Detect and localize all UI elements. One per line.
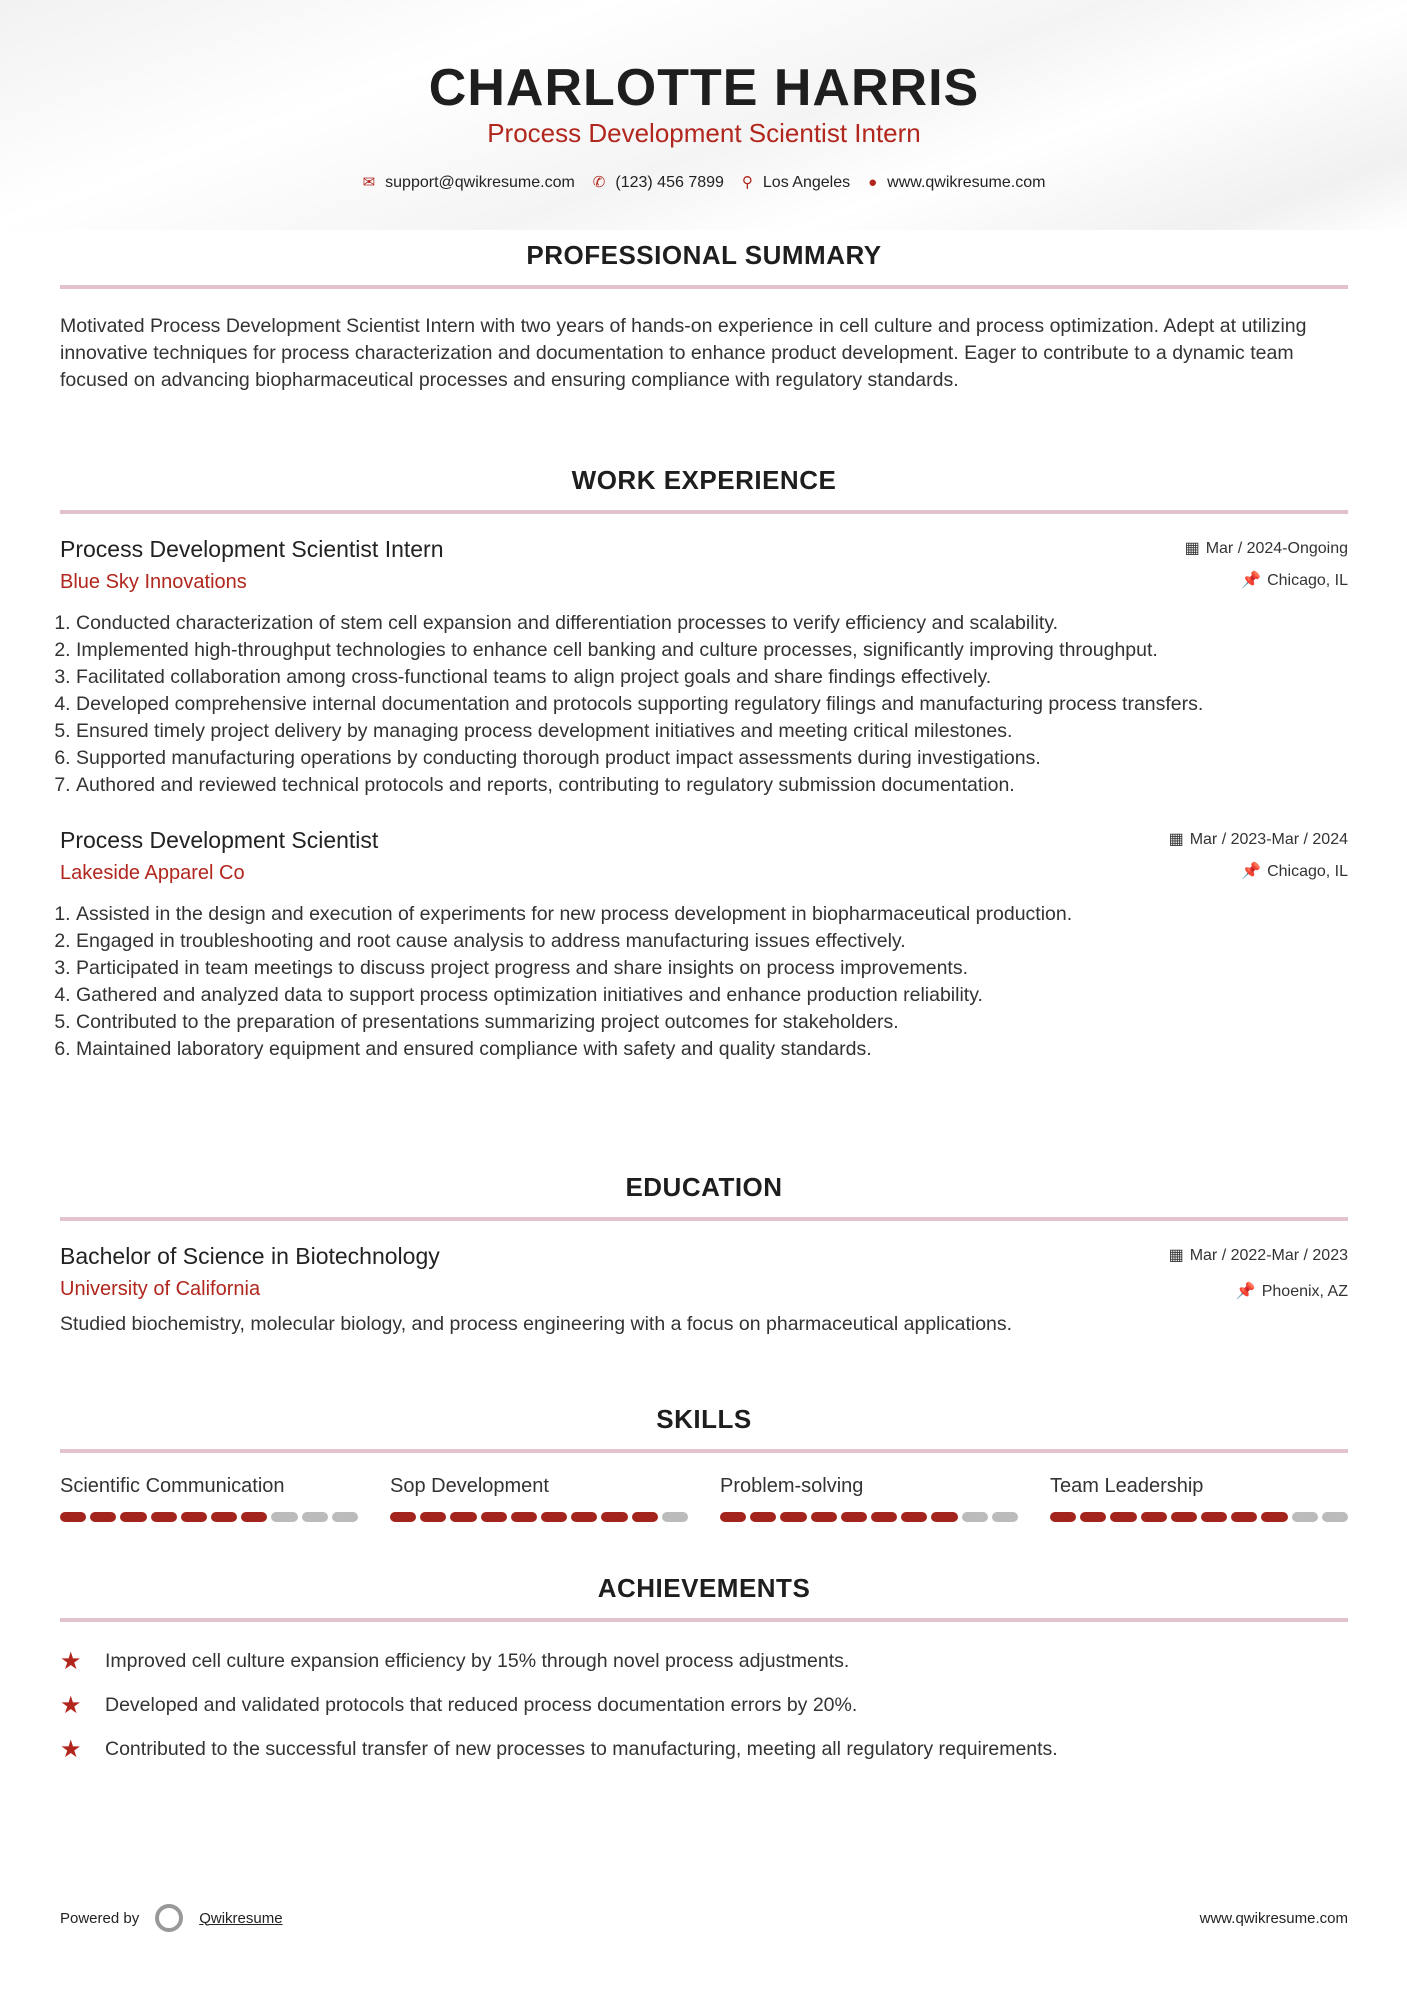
- bullet-item: 2. Implemented high-throughput technologies to enhance cell banking and culture processes, significantly improving throughput.: [76, 637, 1348, 664]
- skill-rating: [1050, 1512, 1348, 1522]
- pin-icon: 📌: [1241, 572, 1262, 589]
- achievements-section: [60, 1573, 1348, 1771]
- job-title: Process Development Scientist Intern: [60, 536, 444, 562]
- job-location: 📌 Chicago, IL: [1241, 863, 1348, 880]
- bullet-item: 5. Contributed to the preparation of presentations summarizing project outcomes for stakeholders.: [76, 1009, 1348, 1036]
- section-title: EDUCATION: [625, 1172, 783, 1202]
- brand-link[interactable]: Qwikresume: [199, 1909, 283, 1927]
- job-bullets: [58, 901, 1348, 1063]
- map-pin-icon: ⚲: [741, 174, 753, 191]
- envelope-icon: ✉: [362, 174, 376, 191]
- rating-dot: [1231, 1512, 1257, 1522]
- rating-dot: [90, 1512, 116, 1522]
- rating-dot: [750, 1512, 776, 1522]
- rating-dot: [420, 1512, 446, 1522]
- divider: [60, 1217, 1348, 1221]
- job-title: Process Development Scientist: [60, 827, 379, 853]
- rating-dot: [992, 1512, 1018, 1522]
- bullet-item: 3. Participated in team meetings to discuss project progress and share insights on process improvements.: [76, 955, 1348, 982]
- divider: [60, 1449, 1348, 1453]
- summary-text: Motivated Process Development Scientist Intern with two years of hands-on experience in cell culture and process optimization. Adept at utilizing innovative techniques for process characterization and documentation to enhance product development. Eager to contribute to a dynamic team focused on advancing biopharmaceutical processes and ensuring compliance with regulatory standards.: [60, 315, 1307, 391]
- section-title: SKILLS: [656, 1404, 752, 1434]
- rating-dot: [241, 1512, 267, 1522]
- achievement-item: ★ Contributed to the successful transfer of new processes to manufacturing, meeting all regulatory requirements.: [60, 1735, 1058, 1763]
- rating-dot: [481, 1512, 507, 1522]
- rating-dot: [151, 1512, 177, 1522]
- job-entry: [60, 827, 1348, 1063]
- education-description: Studied biochemistry, molecular biology, and process engineering with a focus on pharmaceutical applications.: [60, 1313, 1013, 1335]
- bullet-item: 4. Developed comprehensive internal documentation and protocols supporting regulatory filings and manufacturing process transfers.: [76, 691, 1348, 718]
- rating-dot: [450, 1512, 476, 1522]
- powered-by-label: Powered by: [60, 1909, 140, 1927]
- education-entry: [60, 1243, 1348, 1338]
- contact-website[interactable]: ● www.qwikresume.com: [868, 173, 1046, 191]
- rating-dot: [1292, 1512, 1318, 1522]
- rating-dot: [332, 1512, 358, 1522]
- rating-dot: [571, 1512, 597, 1522]
- skills-section: [60, 1404, 1348, 1522]
- rating-dot: [1110, 1512, 1136, 1522]
- rating-dot: [931, 1512, 957, 1522]
- education-section: [60, 1172, 1348, 1338]
- divider: [60, 510, 1348, 514]
- divider: [60, 1618, 1348, 1622]
- pin-icon: 📌: [1235, 1283, 1256, 1300]
- experience-section: [60, 465, 1348, 1063]
- skill-name: Sop Development: [390, 1475, 549, 1497]
- achievement-item: ★ Improved cell culture expansion efficiency by 15% through novel process adjustments.: [60, 1647, 850, 1675]
- section-title: PROFESSIONAL SUMMARY: [526, 240, 882, 270]
- job-location: 📌 Chicago, IL: [1241, 572, 1348, 589]
- skill-rating: [60, 1512, 358, 1522]
- rating-dot: [780, 1512, 806, 1522]
- calendar-icon: ▦: [1184, 540, 1200, 557]
- rating-dot: [1261, 1512, 1287, 1522]
- rating-dot: [841, 1512, 867, 1522]
- contact-bar: [60, 173, 1348, 192]
- job-date: ▦ Mar / 2023-Mar / 2024: [1168, 831, 1348, 848]
- contact-phone[interactable]: ✆ (123) 456 7899: [592, 174, 724, 191]
- rating-dot: [511, 1512, 537, 1522]
- rating-dot: [1080, 1512, 1106, 1522]
- phone-icon: ✆: [592, 174, 606, 191]
- rating-dot: [1141, 1512, 1167, 1522]
- job-date: ▦ Mar / 2024-Ongoing: [1184, 540, 1348, 557]
- bullet-item: 4. Gathered and analyzed data to support process optimization initiatives and enhance production reliability.: [76, 982, 1348, 1009]
- skill-name: Problem-solving: [720, 1475, 864, 1497]
- divider: [60, 285, 1348, 289]
- rating-dot: [1171, 1512, 1197, 1522]
- skill-name: Team Leadership: [1050, 1475, 1204, 1497]
- section-title: ACHIEVEMENTS: [597, 1573, 811, 1603]
- job-bullets: [58, 610, 1348, 799]
- rating-dot: [120, 1512, 146, 1522]
- skill-rating: [390, 1512, 688, 1522]
- bullet-item: 3. Facilitated collaboration among cross-functional teams to align project goals and share findings effectively.: [76, 664, 1348, 691]
- star-icon: ★: [60, 1735, 82, 1763]
- bullet-item: 1. Assisted in the design and execution of experiments for new process development in biopharmaceutical production.: [76, 901, 1348, 928]
- calendar-icon: ▦: [1168, 831, 1184, 848]
- pin-icon: 📌: [1241, 863, 1262, 880]
- bullet-item: 6. Maintained laboratory equipment and ensured compliance with safety and quality standards.: [76, 1036, 1348, 1063]
- bullet-item: 5. Ensured timely project delivery by managing process development initiatives and meeting critical milestones.: [76, 718, 1348, 745]
- rating-dot: [601, 1512, 627, 1522]
- education-date: ▦ Mar / 2022-Mar / 2023: [1168, 1247, 1348, 1264]
- bullet-item: 1. Conducted characterization of stem cell expansion and differentiation processes to verify efficiency and scalability.: [76, 610, 1348, 637]
- summary-section: [60, 240, 1348, 394]
- contact-location: ⚲ Los Angeles: [741, 174, 851, 191]
- rating-dot: [901, 1512, 927, 1522]
- skill-name: Scientific Communication: [60, 1475, 285, 1497]
- company: Lakeside Apparel Co: [60, 862, 245, 884]
- star-icon: ★: [60, 1691, 82, 1719]
- rating-dot: [662, 1512, 688, 1522]
- rating-dot: [811, 1512, 837, 1522]
- skill-item: [1050, 1475, 1348, 1522]
- skill-item: [60, 1475, 358, 1522]
- rating-dot: [962, 1512, 988, 1522]
- rating-dot: [1050, 1512, 1076, 1522]
- qwikresume-logo-icon: [155, 1904, 183, 1932]
- footer: [60, 1904, 1348, 1932]
- school: University of California: [60, 1278, 261, 1300]
- skill-rating: [720, 1512, 1018, 1522]
- rating-dot: [302, 1512, 328, 1522]
- section-title: WORK EXPERIENCE: [571, 465, 837, 495]
- bullet-item: 2. Engaged in troubleshooting and root cause analysis to address manufacturing issues effectively.: [76, 928, 1348, 955]
- star-icon: ★: [60, 1647, 82, 1675]
- bullet-item: 7. Authored and reviewed technical protocols and reports, contributing to regulatory submission documentation.: [76, 772, 1348, 799]
- education-location: 📌 Phoenix, AZ: [1235, 1283, 1348, 1300]
- skill-item: [390, 1475, 688, 1522]
- candidate-name: CHARLOTTE HARRIS: [428, 59, 980, 117]
- achievement-item: ★ Developed and validated protocols that reduced process documentation errors by 20%.: [60, 1691, 858, 1719]
- skill-item: [720, 1475, 1018, 1522]
- rating-dot: [541, 1512, 567, 1522]
- company: Blue Sky Innovations: [60, 571, 247, 593]
- bullet-item: 6. Supported manufacturing operations by conducting thorough product impact assessments during investigations.: [76, 745, 1348, 772]
- job-entry: [60, 536, 1348, 799]
- contact-email[interactable]: ✉ support@qwikresume.com: [362, 174, 575, 191]
- rating-dot: [271, 1512, 297, 1522]
- rating-dot: [60, 1512, 86, 1522]
- rating-dot: [720, 1512, 746, 1522]
- calendar-icon: ▦: [1168, 1247, 1184, 1264]
- rating-dot: [390, 1512, 416, 1522]
- rating-dot: [871, 1512, 897, 1522]
- candidate-role: Process Development Scientist Intern: [487, 118, 921, 148]
- rating-dot: [211, 1512, 237, 1522]
- globe-icon: ●: [868, 173, 878, 191]
- rating-dot: [632, 1512, 658, 1522]
- rating-dot: [1322, 1512, 1348, 1522]
- degree: Bachelor of Science in Biotechnology: [60, 1243, 440, 1269]
- rating-dot: [181, 1512, 207, 1522]
- footer-url[interactable]: www.qwikresume.com: [1199, 1909, 1348, 1927]
- rating-dot: [1201, 1512, 1227, 1522]
